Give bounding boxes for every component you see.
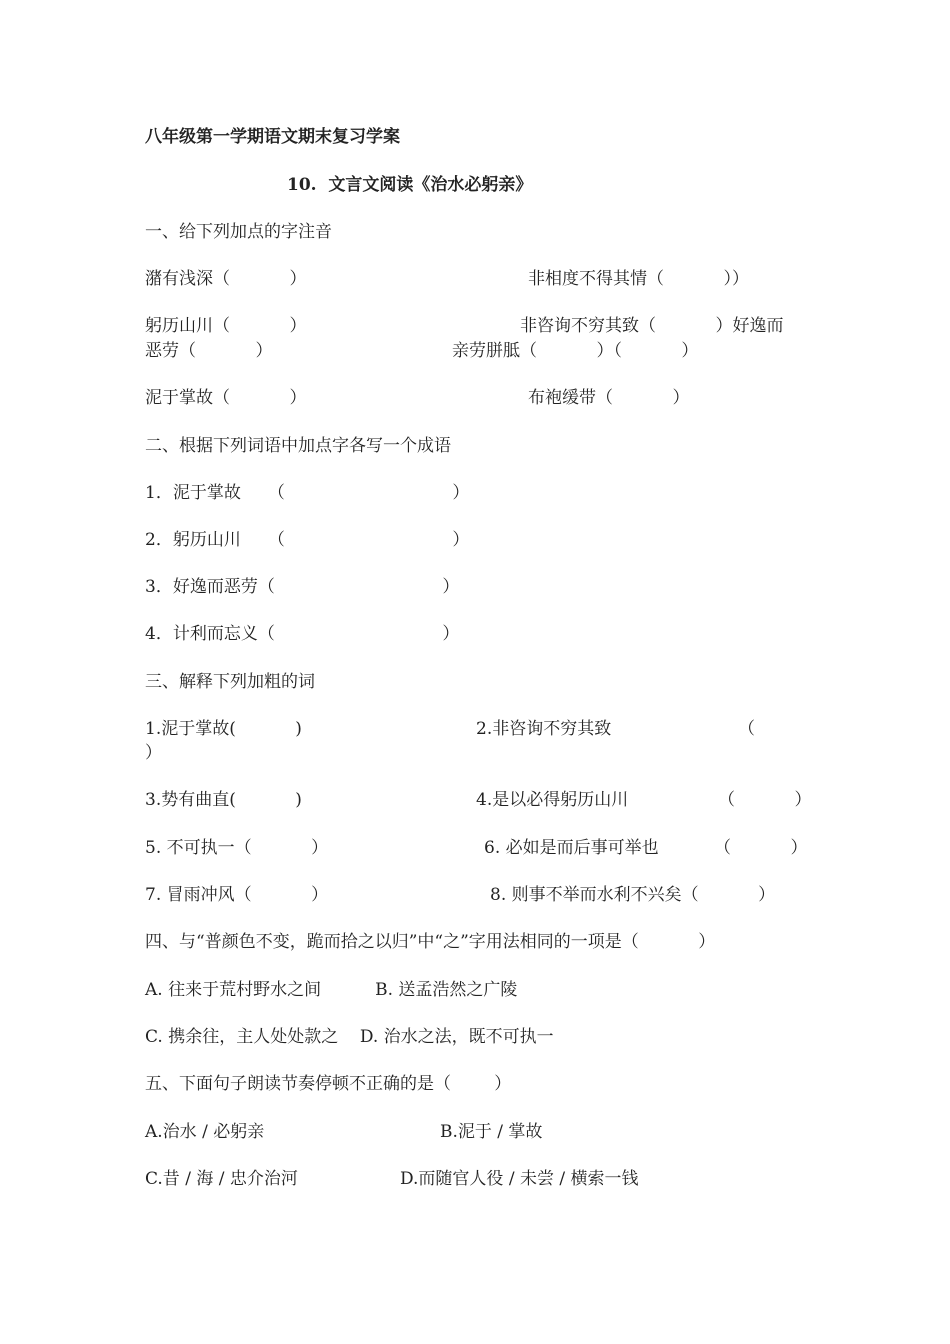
answer-paren-close: ） [145,743,162,763]
section-title: 10. 文言文阅读《治水必躬亲》 [287,175,533,195]
choice-line: C. 携余往，主人处处款之 D. 治水之法，既不可执一 [145,1027,554,1047]
document-title: 八年级第一学期语文期末复习学案 [145,127,400,147]
explain-item: 7. 冒雨冲风（ ） [145,885,329,905]
idiom-item: 3．好逸而恶劳（ ） [145,577,460,597]
explain-item: 8. 则事不举而水利不兴矣（ ） [490,885,776,905]
pinyin-item: 布袍缓带（ ） [528,388,690,408]
answer-parens: （ ） [718,790,812,810]
section-1-heading: 一、给下列加点的字注音 [145,222,332,242]
choice-item: D.而随官人役 / 未尝 / 横索一钱 [400,1169,639,1189]
pinyin-item: 潴有浅深（ ） [145,269,307,289]
section-2-heading: 二、根据下列词语中加点字各写一个成语 [145,436,451,456]
explain-item: 3.势有曲直( ) [145,790,302,810]
choice-item: B.泥于 / 掌故 [440,1122,543,1142]
idiom-item: 4．计利而忘义（ ） [145,624,460,644]
pinyin-item: 非相度不得其情（ ）） [528,269,749,289]
choice-line: A. 往来于荒村野水之间 B. 送孟浩然之广陵 [145,980,518,1000]
pinyin-item: 泥于掌故（ ） [145,388,307,408]
answer-parens: （ ） [714,838,808,858]
explain-item: 2.非咨询不穷其致 [476,719,612,739]
pinyin-item: 非咨询不穷其致（ ）好逸而 [520,316,784,336]
idiom-item: 1．泥于掌故 （ ） [145,483,470,503]
explain-item: 6. 必如是而后事可举也 [484,838,659,858]
section-5-heading: 五、下面句子朗读节奏停顿不正确的是（ ） [145,1074,512,1094]
section-3-heading: 三、解释下列加粗的词 [145,672,315,692]
pinyin-item: 恶劳（ ） [145,341,273,361]
explain-item: 1.泥于掌故( ) [145,719,302,739]
choice-item: C.昔 / 海 / 忠介治河 [145,1169,298,1189]
pinyin-item: 亲劳胼胝（ ）（ ） [452,341,699,361]
idiom-item: 2．躬历山川 （ ） [145,530,470,550]
explain-item: 5. 不可执一（ ） [145,838,329,858]
pinyin-item: 躬历山川（ ） [145,316,307,336]
section-4-heading: 四、与“普颜色不变，跪而拾之以归”中“之”字用法相同的一项是（ ） [145,932,716,952]
choice-item: A.治水 / 必躬亲 [145,1122,265,1142]
answer-paren-open: （ [738,719,755,739]
explain-item: 4.是以必得躬历山川 [476,790,629,810]
